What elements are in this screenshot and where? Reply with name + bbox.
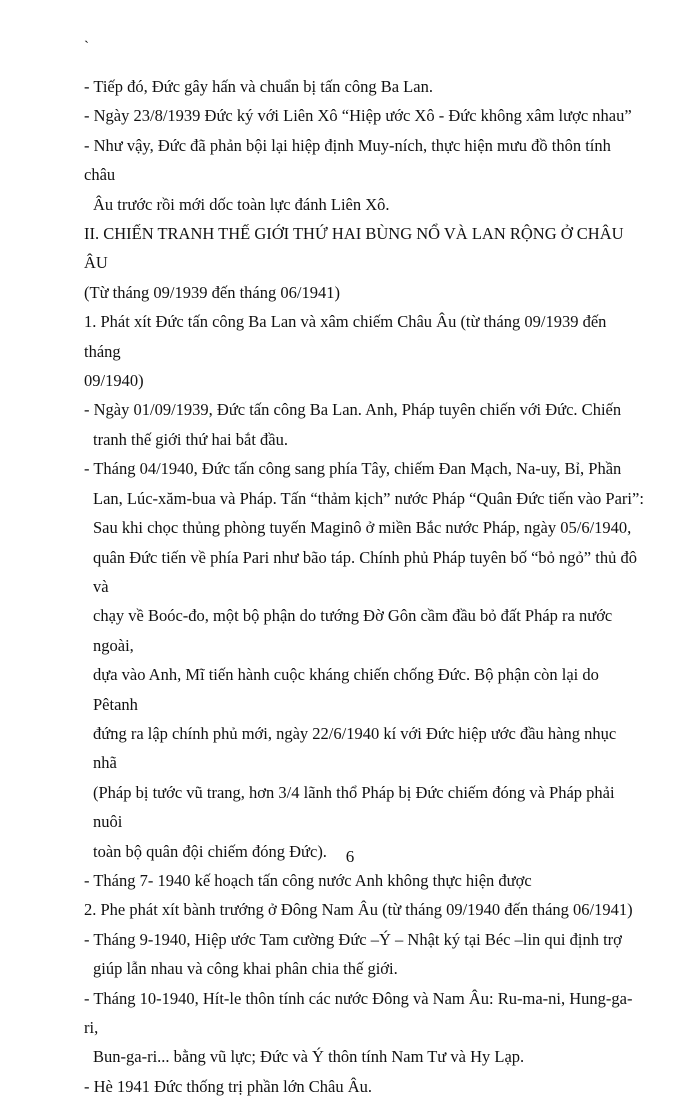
- text-line: (Pháp bị tước vũ trang, hơn 3/4 lãnh thổ Pháp bị Đức chiếm đóng và Pháp phải nuôi: [93, 782, 615, 832]
- document-body: [84, 72, 644, 1101]
- text-line: Bun-ga-ri... bằng vũ lực; Đức và Ý thôn tính Nam Tư và Hy Lạp.: [93, 1047, 525, 1067]
- subsection-heading: 2. Phe phát xít bành trướng ở Đông Nam Âu (từ tháng 09/1940 đến tháng 06/1941): [84, 900, 633, 920]
- text-line: - Ngày 23/8/1939 Đức ký với Liên Xô “Hiệp ước Xô - Đức không xâm lược nhau”: [84, 106, 632, 126]
- text-line: Sau khi chọc thủng phòng tuyến Maginô ở miền Bắc nước Pháp, ngày 05/6/1940,: [93, 518, 632, 538]
- section-subheading: (Từ tháng 09/1939 đến tháng 06/1941): [84, 282, 340, 302]
- text-line: - Như vậy, Đức đã phản bội lại hiệp định Muy-ních, thực hiện mưu đồ thôn tính châu: [84, 135, 611, 185]
- text-line: quân Đức tiến về phía Pari như bão táp. Chính phủ Pháp tuyên bố “bỏ ngỏ” thủ đô và: [93, 547, 637, 596]
- text-line: chạy về Boóc-đo, một bộ phận do tướng Đờ Gôn cầm đầu bỏ đất Pháp ra nước ngoài,: [93, 606, 613, 655]
- text-line: 09/1940): [84, 371, 144, 391]
- stray-mark: `: [84, 39, 89, 55]
- text-line: - Tháng 7- 1940 kế hoạch tấn công nước Anh không thực hiện được: [84, 870, 532, 890]
- text-line: - Tháng 04/1940, Đức tấn công sang phía Tây, chiếm Đan Mạch, Na-uy, Bỉ, Phần: [84, 459, 622, 479]
- text-line: - Tháng 9-1940, Hiệp ước Tam cường Đức –Ý – Nhật ký tại Béc –lin qui định trợ: [84, 929, 622, 949]
- text-line: - Tháng 10-1940, Hít-le thôn tính các nước Đông và Nam Âu: Ru-ma-ni, Hung-ga-ri,: [84, 988, 633, 1037]
- text-line: - Ngày 01/09/1939, Đức tấn công Ba Lan. Anh, Pháp tuyên chiến với Đức. Chiến: [84, 400, 622, 420]
- page-number: 6: [345, 847, 355, 866]
- text-line: dựa vào Anh, Mĩ tiến hành cuộc kháng chiến chống Đức. Bộ phận còn lại do Pêtanh: [93, 665, 599, 714]
- text-line: đứng ra lập chính phủ mới, ngày 22/6/1940 kí với Đức hiệp ước đầu hàng nhục nhã: [93, 723, 617, 773]
- text-line: toàn bộ quân đội chiếm đóng Đức).: [93, 841, 327, 861]
- text-line: giúp lẫn nhau và công khai phân chia thế giới.: [93, 959, 398, 979]
- text-line: - Tiếp đó, Đức gây hấn và chuẩn bị tấn công Ba Lan.: [84, 77, 433, 96]
- text-line: - Hè 1941 Đức thống trị phần lớn Châu Âu.: [84, 1076, 373, 1096]
- text-line: Âu trước rồi mới dốc toàn lực đánh Liên Xô.: [93, 194, 390, 214]
- section-heading: II. CHIẾN TRANH THẾ GIỚI THỨ HAI BÙNG NỔ VÀ LAN RỘNG Ở CHÂU ÂU: [84, 224, 624, 273]
- text-line: tranh thế giới thứ hai bắt đầu.: [93, 429, 288, 449]
- subsection-heading: 1. Phát xít Đức tấn công Ba Lan và xâm chiếm Châu Âu (từ tháng 09/1939 đến tháng: [84, 312, 607, 361]
- text-line: Lan, Lúc-xăm-bua và Pháp. Tấn “thảm kịch” nước Pháp “Quân Đức tiến vào Pari”:: [93, 488, 644, 508]
